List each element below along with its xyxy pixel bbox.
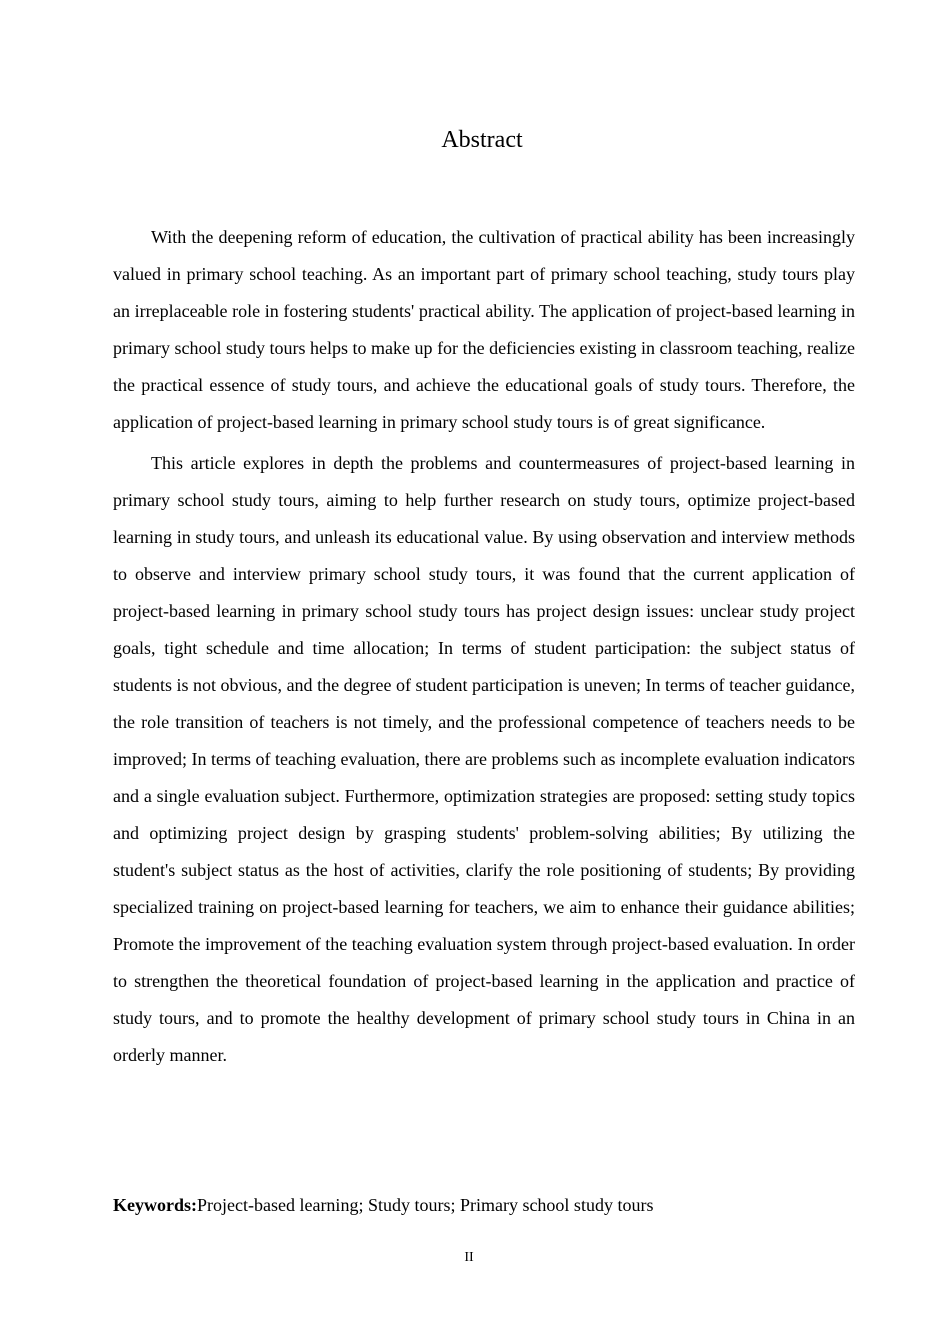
abstract-paragraph-2: This article explores in depth the problems and countermeasures of project-based learning in primary school study tours, aiming to help further research on study tours, optimize project-based learning in study tours, and unleash its educational value. By using observation and interview methods to observe and interview primary school study tours, it was found that the current application of project-based learning in primary school study tours has project design issues: unclear study project goals, tight schedule and time allocation; In terms of student participation: the subject status of students is not obvious, and the degree of student participation is uneven; In terms of teacher guidance, the role transition of teachers is not timely, and the professional competence of teachers needs to be improved; In terms of teaching evaluation, there are problems such as incomplete evaluation indicators and a single evaluation subject. Furthermore, optimization strategies are proposed: setting study topics and optimizing project design by grasping students' problem-solving abilities; By utilizing the student's subject status as the host of activities, clarify the role positioning of students; By providing specialized training on project-based learning for teachers, we aim to enhance their guidance abilities; Promote the improvement of the teaching evaluation system through project-based evaluation. In order to strengthen the theoretical foundation of project-based learning in the application and practice of study tours, and to promote the healthy development of primary school study tours in China in an orderly manner. [113,453,855,1065]
keywords-value: Project-based learning; Study tours; Primary school study tours [197,1195,654,1215]
keywords-line [113,1190,855,1220]
keywords-label: Keywords: [113,1195,197,1215]
abstract-paragraph-1: With the deepening reform of education, the cultivation of practical ability has been increasingly valued in primary school teaching. As an important part of primary school teaching, study tours play an irreplaceable role in fostering students' practical ability. The application of project-based learning in primary school study tours helps to make up for the deficiencies existing in classroom teaching, realize the practical essence of study tours, and achieve the educational goals of study tours. Therefore, the application of project-based learning in primary school study tours is of great significance. [113,227,855,432]
abstract-body [113,219,855,1074]
page-number: II [464,1250,474,1265]
page-title: Abstract [441,127,523,153]
